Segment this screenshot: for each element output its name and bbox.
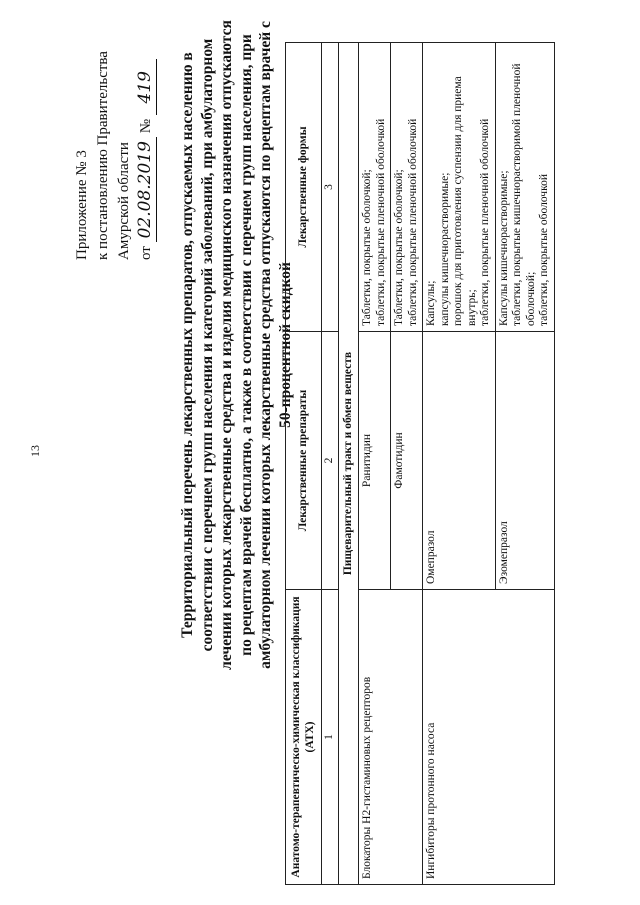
form-item: Таблетки, покрытые оболочкой; (361, 169, 373, 326)
appendix-date-line (135, 20, 157, 260)
forms-cell (495, 43, 554, 332)
from-label: от (138, 246, 154, 260)
page-number: 13 (28, 445, 42, 457)
drug-cell: Ранитидин (359, 332, 391, 590)
handwritten-number: 419 (135, 59, 157, 115)
header-forms: Лекарственные формы (286, 43, 322, 332)
header-row (286, 43, 322, 885)
appendix-line3: Амурской области (116, 142, 132, 260)
number-label: № (138, 118, 154, 134)
table-row (423, 43, 496, 885)
form-item: таблетки, покрытые пленочной оболочкой (406, 118, 419, 326)
column-number: 2 (322, 332, 339, 590)
column-number-row (322, 43, 339, 885)
forms-cell (423, 43, 496, 332)
appendix-header (72, 20, 157, 260)
form-item: Капсулы; (425, 280, 437, 326)
form-item: капсулы кишечнорастворимые; (438, 172, 451, 326)
document-title: Территориальный перечень лекарственных препаратов, отпускаемых населению в соответствии с перечнем групп населения и категорий заболеваний, при амбулаторном лечении которых лекарственные средства и изделия медицинского назначения отпускаются по рецептам врачей бесплатно, а также в соответствии с перечнем групп населения, при амбулаторном лечении которых лекарственные средства отпускаются по рецептам врачей с 50-процентной скидкой (179, 20, 294, 670)
forms-cell (391, 43, 423, 332)
form-item: таблетки, покрытые оболочкой (538, 174, 550, 326)
form-item: Таблетки, покрытые оболочкой; (393, 169, 405, 326)
drug-cell: Омепразол (423, 332, 496, 590)
form-item: таблетки, покрытые пленочной оболочкой (479, 118, 491, 326)
drug-cell: Фамотидин (391, 332, 423, 590)
section-row (338, 43, 359, 885)
atc-cell: Блокаторы Н2-гистаминовых рецепторов (359, 590, 423, 885)
form-item: таблетки, покрытые кишечнорастворимой пленочной оболочкой; (511, 63, 537, 326)
section-title: Пищеварительный тракт и обмен веществ (338, 43, 359, 885)
form-item: Капсулы кишечнорастворимые; (497, 170, 510, 326)
form-item: порошок для приготовления суспензии для приема внутрь; (452, 76, 478, 326)
appendix-line1: Приложение № 3 (74, 150, 90, 260)
table-row (359, 43, 391, 885)
atc-cell: Ингибиторы протонного насоса (423, 590, 555, 885)
handwritten-date: 02.08.2019 (135, 137, 157, 242)
header-drugs: Лекарственные препараты (286, 332, 322, 590)
forms-cell (359, 43, 391, 332)
appendix-line2: к постановлению Правительства (95, 51, 111, 260)
column-number: 3 (322, 43, 339, 332)
drug-list-table (285, 42, 555, 885)
column-number: 1 (322, 590, 339, 885)
form-item: таблетки, покрытые пленочной оболочкой (374, 118, 387, 326)
drug-cell: Эзомепразол (495, 332, 554, 590)
header-atc: Анатомо-терапевтическо-химическая классификация (АТХ) (286, 590, 322, 885)
